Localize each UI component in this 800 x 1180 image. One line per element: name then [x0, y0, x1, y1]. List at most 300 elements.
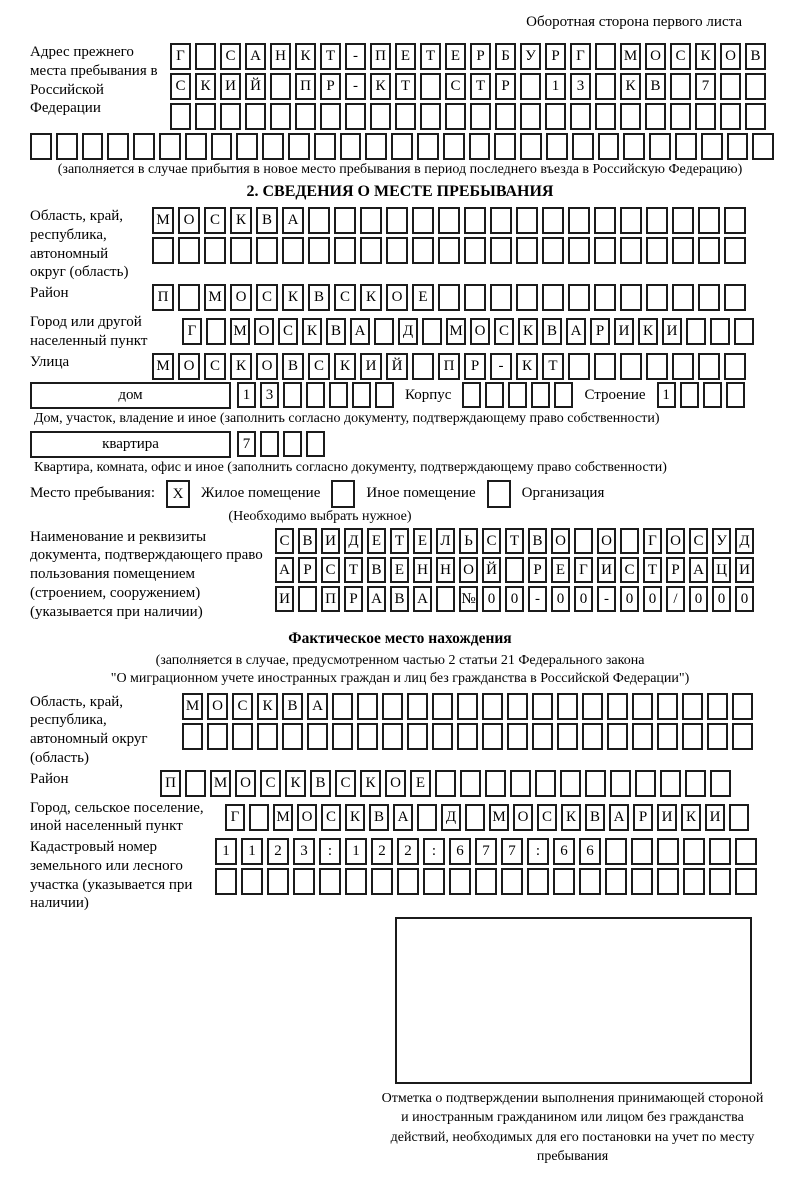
char-cell[interactable] [438, 237, 460, 264]
char-cell[interactable]: Т [344, 557, 363, 583]
prev-address-row-2[interactable] [170, 73, 766, 100]
char-cell[interactable] [82, 133, 104, 160]
char-cell[interactable]: П [295, 73, 316, 100]
char-cell[interactable] [332, 693, 353, 720]
char-cell[interactable]: Н [436, 557, 455, 583]
char-cell[interactable] [508, 382, 527, 408]
cadastral-row-2[interactable] [215, 868, 757, 895]
char-cell[interactable]: О [551, 528, 570, 554]
char-cell[interactable]: О [645, 43, 666, 70]
cadastral-row-1[interactable] [215, 838, 757, 865]
char-cell[interactable] [675, 133, 697, 160]
char-cell[interactable] [220, 103, 241, 130]
char-cell[interactable] [557, 723, 578, 750]
char-cell[interactable] [470, 103, 491, 130]
char-cell[interactable]: : [527, 838, 549, 865]
char-cell[interactable]: И [614, 318, 634, 345]
char-cell[interactable]: С [445, 73, 466, 100]
char-cell[interactable] [107, 133, 129, 160]
char-cell[interactable] [494, 133, 516, 160]
char-cell[interactable]: Е [410, 770, 431, 797]
char-cell[interactable]: 1 [237, 382, 256, 408]
char-cell[interactable] [386, 207, 408, 234]
char-cell[interactable] [507, 723, 528, 750]
char-cell[interactable] [710, 770, 731, 797]
char-cell[interactable]: А [689, 557, 708, 583]
char-cell[interactable]: 0 [712, 586, 731, 612]
char-cell[interactable]: Н [413, 557, 432, 583]
char-cell[interactable] [204, 237, 226, 264]
char-cell[interactable]: К [370, 73, 391, 100]
char-cell[interactable] [298, 586, 317, 612]
char-cell[interactable] [510, 770, 531, 797]
char-cell[interactable]: К [230, 353, 252, 380]
char-cell[interactable] [449, 868, 471, 895]
prev-address-row-3[interactable] [170, 103, 766, 130]
char-cell[interactable]: Н [270, 43, 291, 70]
char-cell[interactable]: О [386, 284, 408, 311]
char-cell[interactable] [352, 382, 371, 408]
char-cell[interactable]: С [204, 353, 226, 380]
char-cell[interactable] [703, 382, 722, 408]
char-cell[interactable] [30, 133, 52, 160]
char-cell[interactable] [698, 207, 720, 234]
char-cell[interactable] [507, 693, 528, 720]
char-cell[interactable]: В [390, 586, 409, 612]
char-cell[interactable]: О [178, 353, 200, 380]
char-cell[interactable]: Р [495, 73, 516, 100]
char-cell[interactable]: С [232, 693, 253, 720]
char-cell[interactable] [635, 770, 656, 797]
char-cell[interactable] [595, 43, 616, 70]
char-cell[interactable]: 7 [695, 73, 716, 100]
char-cell[interactable]: В [542, 318, 562, 345]
char-cell[interactable]: К [695, 43, 716, 70]
char-cell[interactable] [594, 284, 616, 311]
char-cell[interactable] [532, 693, 553, 720]
char-cell[interactable]: С [321, 557, 340, 583]
char-cell[interactable] [660, 770, 681, 797]
char-cell[interactable]: П [152, 284, 174, 311]
char-cell[interactable]: Е [390, 557, 409, 583]
char-cell[interactable]: У [520, 43, 541, 70]
char-cell[interactable] [557, 693, 578, 720]
char-cell[interactable]: А [367, 586, 386, 612]
char-cell[interactable]: 0 [482, 586, 501, 612]
char-cell[interactable]: О [597, 528, 616, 554]
char-cell[interactable]: В [528, 528, 547, 554]
char-cell[interactable]: 7 [475, 838, 497, 865]
char-cell[interactable] [407, 723, 428, 750]
char-cell[interactable]: О [513, 804, 533, 831]
char-cell[interactable]: Е [367, 528, 386, 554]
char-cell[interactable] [319, 868, 341, 895]
char-cell[interactable] [520, 73, 541, 100]
char-cell[interactable] [546, 133, 568, 160]
char-cell[interactable]: А [393, 804, 413, 831]
char-cell[interactable] [709, 868, 731, 895]
char-cell[interactable] [594, 207, 616, 234]
char-cell[interactable]: Р [298, 557, 317, 583]
char-cell[interactable] [495, 103, 516, 130]
char-cell[interactable]: 1 [545, 73, 566, 100]
char-cell[interactable]: О [235, 770, 256, 797]
char-cell[interactable] [432, 723, 453, 750]
char-cell[interactable]: С [335, 770, 356, 797]
char-cell[interactable]: Д [735, 528, 754, 554]
char-cell[interactable]: 6 [579, 838, 601, 865]
char-cell[interactable]: К [285, 770, 306, 797]
char-cell[interactable]: О [385, 770, 406, 797]
char-cell[interactable] [632, 693, 653, 720]
char-cell[interactable]: О [720, 43, 741, 70]
char-cell[interactable] [256, 237, 278, 264]
char-cell[interactable]: М [152, 353, 174, 380]
char-cell[interactable]: А [609, 804, 629, 831]
char-cell[interactable]: К [345, 804, 365, 831]
char-cell[interactable]: В [256, 207, 278, 234]
char-cell[interactable] [670, 73, 691, 100]
char-cell[interactable]: В [282, 693, 303, 720]
char-cell[interactable] [482, 723, 503, 750]
char-cell[interactable]: 2 [371, 838, 393, 865]
char-cell[interactable]: 7 [237, 431, 256, 457]
char-cell[interactable]: : [423, 838, 445, 865]
house-number-cells[interactable] [237, 382, 394, 408]
char-cell[interactable] [283, 382, 302, 408]
char-cell[interactable] [672, 207, 694, 234]
char-cell[interactable] [457, 723, 478, 750]
char-cell[interactable] [542, 207, 564, 234]
factual-district-row[interactable] [160, 770, 731, 797]
char-cell[interactable]: М [446, 318, 466, 345]
factual-city-row[interactable] [225, 804, 749, 831]
char-cell[interactable] [734, 318, 754, 345]
char-cell[interactable]: И [275, 586, 294, 612]
char-cell[interactable] [432, 693, 453, 720]
char-cell[interactable] [568, 237, 590, 264]
char-cell[interactable]: Т [420, 43, 441, 70]
char-cell[interactable] [532, 723, 553, 750]
char-cell[interactable]: К [620, 73, 641, 100]
char-cell[interactable]: К [195, 73, 216, 100]
document-row-2[interactable] [275, 557, 754, 583]
char-cell[interactable]: 3 [293, 838, 315, 865]
char-cell[interactable] [152, 237, 174, 264]
char-cell[interactable]: Г [182, 318, 202, 345]
city-row[interactable] [182, 318, 754, 345]
char-cell[interactable] [545, 103, 566, 130]
char-cell[interactable]: В [282, 353, 304, 380]
char-cell[interactable] [490, 237, 512, 264]
char-cell[interactable] [257, 723, 278, 750]
char-cell[interactable] [422, 318, 442, 345]
char-cell[interactable] [632, 723, 653, 750]
char-cell[interactable]: 0 [574, 586, 593, 612]
char-cell[interactable] [568, 207, 590, 234]
char-cell[interactable] [735, 838, 757, 865]
char-cell[interactable]: В [367, 557, 386, 583]
char-cell[interactable] [574, 528, 593, 554]
char-cell[interactable] [527, 868, 549, 895]
char-cell[interactable]: 6 [449, 838, 471, 865]
char-cell[interactable] [729, 804, 749, 831]
char-cell[interactable]: В [308, 284, 330, 311]
char-cell[interactable]: Г [643, 528, 662, 554]
street-row[interactable] [152, 353, 746, 380]
prev-address-row-4[interactable] [30, 133, 770, 160]
char-cell[interactable] [710, 318, 730, 345]
char-cell[interactable] [262, 133, 284, 160]
char-cell[interactable] [745, 73, 766, 100]
char-cell[interactable]: С [275, 528, 294, 554]
char-cell[interactable]: № [459, 586, 478, 612]
char-cell[interactable]: В [645, 73, 666, 100]
char-cell[interactable]: Р [666, 557, 685, 583]
char-cell[interactable] [334, 237, 356, 264]
char-cell[interactable]: Е [445, 43, 466, 70]
char-cell[interactable]: Р [590, 318, 610, 345]
char-cell[interactable]: В [585, 804, 605, 831]
char-cell[interactable] [732, 723, 753, 750]
char-cell[interactable] [542, 237, 564, 264]
char-cell[interactable] [726, 382, 745, 408]
char-cell[interactable] [386, 237, 408, 264]
char-cell[interactable]: Д [398, 318, 418, 345]
char-cell[interactable] [685, 770, 706, 797]
char-cell[interactable] [482, 693, 503, 720]
char-cell[interactable]: С [278, 318, 298, 345]
char-cell[interactable] [282, 723, 303, 750]
char-cell[interactable] [245, 103, 266, 130]
char-cell[interactable] [306, 382, 325, 408]
char-cell[interactable]: К [360, 770, 381, 797]
char-cell[interactable] [672, 237, 694, 264]
korpus-cells[interactable] [462, 382, 573, 408]
checkbox-organization[interactable] [487, 480, 511, 508]
char-cell[interactable]: О [666, 528, 685, 554]
char-cell[interactable] [185, 133, 207, 160]
char-cell[interactable]: Т [643, 557, 662, 583]
char-cell[interactable]: 7 [501, 838, 523, 865]
char-cell[interactable]: 0 [551, 586, 570, 612]
char-cell[interactable] [582, 693, 603, 720]
char-cell[interactable] [724, 353, 746, 380]
char-cell[interactable] [464, 237, 486, 264]
char-cell[interactable] [475, 868, 497, 895]
char-cell[interactable] [308, 237, 330, 264]
char-cell[interactable] [460, 770, 481, 797]
char-cell[interactable]: К [518, 318, 538, 345]
char-cell[interactable]: С [220, 43, 241, 70]
char-cell[interactable] [631, 868, 653, 895]
char-cell[interactable]: 6 [553, 838, 575, 865]
char-cell[interactable]: 0 [643, 586, 662, 612]
district-row[interactable] [152, 284, 746, 311]
char-cell[interactable]: 1 [215, 838, 237, 865]
char-cell[interactable] [360, 207, 382, 234]
char-cell[interactable] [505, 557, 524, 583]
char-cell[interactable]: М [152, 207, 174, 234]
char-cell[interactable] [490, 284, 512, 311]
char-cell[interactable] [682, 723, 703, 750]
char-cell[interactable] [420, 73, 441, 100]
checkbox-other-premises[interactable] [331, 480, 355, 508]
char-cell[interactable] [582, 723, 603, 750]
char-cell[interactable]: Т [542, 353, 564, 380]
char-cell[interactable] [332, 723, 353, 750]
char-cell[interactable] [568, 353, 590, 380]
char-cell[interactable]: К [295, 43, 316, 70]
char-cell[interactable] [420, 103, 441, 130]
char-cell[interactable]: М [182, 693, 203, 720]
char-cell[interactable] [270, 73, 291, 100]
char-cell[interactable]: 1 [345, 838, 367, 865]
char-cell[interactable]: Т [505, 528, 524, 554]
char-cell[interactable]: К [360, 284, 382, 311]
char-cell[interactable] [620, 237, 642, 264]
char-cell[interactable]: Ь [459, 528, 478, 554]
char-cell[interactable] [306, 431, 325, 457]
char-cell[interactable]: Г [225, 804, 245, 831]
char-cell[interactable] [178, 284, 200, 311]
char-cell[interactable]: М [273, 804, 293, 831]
char-cell[interactable] [610, 770, 631, 797]
char-cell[interactable] [241, 868, 263, 895]
char-cell[interactable]: Г [570, 43, 591, 70]
char-cell[interactable] [620, 103, 641, 130]
char-cell[interactable]: - [528, 586, 547, 612]
char-cell[interactable] [397, 868, 419, 895]
char-cell[interactable] [554, 382, 573, 408]
char-cell[interactable] [709, 838, 731, 865]
char-cell[interactable] [490, 207, 512, 234]
char-cell[interactable] [464, 207, 486, 234]
char-cell[interactable]: 0 [505, 586, 524, 612]
document-row-1[interactable] [275, 528, 754, 554]
char-cell[interactable] [594, 353, 616, 380]
char-cell[interactable] [375, 382, 394, 408]
char-cell[interactable] [727, 133, 749, 160]
char-cell[interactable] [283, 431, 302, 457]
char-cell[interactable] [435, 770, 456, 797]
char-cell[interactable] [295, 103, 316, 130]
char-cell[interactable] [698, 237, 720, 264]
char-cell[interactable] [520, 103, 541, 130]
char-cell[interactable] [308, 207, 330, 234]
char-cell[interactable]: Е [412, 284, 434, 311]
char-cell[interactable] [595, 103, 616, 130]
char-cell[interactable]: М [210, 770, 231, 797]
char-cell[interactable] [553, 868, 575, 895]
char-cell[interactable]: Р [320, 73, 341, 100]
char-cell[interactable]: К [282, 284, 304, 311]
char-cell[interactable] [657, 723, 678, 750]
char-cell[interactable] [215, 868, 237, 895]
char-cell[interactable] [501, 868, 523, 895]
char-cell[interactable]: О [459, 557, 478, 583]
char-cell[interactable]: В [326, 318, 346, 345]
char-cell[interactable]: Й [482, 557, 501, 583]
char-cell[interactable]: 0 [620, 586, 639, 612]
char-cell[interactable]: А [282, 207, 304, 234]
char-cell[interactable]: И [657, 804, 677, 831]
char-cell[interactable] [382, 693, 403, 720]
char-cell[interactable]: Д [344, 528, 363, 554]
char-cell[interactable] [724, 207, 746, 234]
char-cell[interactable] [646, 237, 668, 264]
char-cell[interactable]: А [566, 318, 586, 345]
char-cell[interactable]: В [369, 804, 389, 831]
char-cell[interactable]: Й [245, 73, 266, 100]
char-cell[interactable]: П [370, 43, 391, 70]
char-cell[interactable]: К [302, 318, 322, 345]
char-cell[interactable] [464, 284, 486, 311]
char-cell[interactable]: С [670, 43, 691, 70]
char-cell[interactable]: В [745, 43, 766, 70]
char-cell[interactable]: - [490, 353, 512, 380]
char-cell[interactable] [56, 133, 78, 160]
char-cell[interactable]: / [666, 586, 685, 612]
char-cell[interactable] [443, 133, 465, 160]
char-cell[interactable]: П [160, 770, 181, 797]
char-cell[interactable] [365, 133, 387, 160]
char-cell[interactable] [185, 770, 206, 797]
char-cell[interactable] [649, 133, 671, 160]
char-cell[interactable] [735, 868, 757, 895]
char-cell[interactable]: Е [551, 557, 570, 583]
char-cell[interactable]: Г [170, 43, 191, 70]
char-cell[interactable] [585, 770, 606, 797]
char-cell[interactable] [646, 353, 668, 380]
char-cell[interactable]: О [297, 804, 317, 831]
char-cell[interactable] [620, 284, 642, 311]
char-cell[interactable] [682, 693, 703, 720]
char-cell[interactable] [178, 237, 200, 264]
char-cell[interactable]: К [257, 693, 278, 720]
char-cell[interactable] [267, 868, 289, 895]
char-cell[interactable] [357, 723, 378, 750]
char-cell[interactable]: С [537, 804, 557, 831]
char-cell[interactable] [445, 103, 466, 130]
char-cell[interactable] [724, 237, 746, 264]
char-cell[interactable]: М [204, 284, 226, 311]
char-cell[interactable]: М [489, 804, 509, 831]
char-cell[interactable]: О [178, 207, 200, 234]
char-cell[interactable] [360, 237, 382, 264]
char-cell[interactable] [236, 133, 258, 160]
char-cell[interactable] [535, 770, 556, 797]
checkbox-residential[interactable]: X [166, 480, 190, 508]
char-cell[interactable]: Р [528, 557, 547, 583]
document-row-3[interactable] [275, 586, 754, 612]
char-cell[interactable]: - [345, 43, 366, 70]
char-cell[interactable]: 1 [657, 382, 676, 408]
char-cell[interactable] [407, 693, 428, 720]
char-cell[interactable] [345, 103, 366, 130]
char-cell[interactable]: Л [436, 528, 455, 554]
char-cell[interactable] [170, 103, 191, 130]
char-cell[interactable]: С [482, 528, 501, 554]
char-cell[interactable] [133, 133, 155, 160]
char-cell[interactable] [531, 382, 550, 408]
char-cell[interactable] [370, 103, 391, 130]
char-cell[interactable] [320, 103, 341, 130]
char-cell[interactable]: И [705, 804, 725, 831]
char-cell[interactable] [516, 207, 538, 234]
char-cell[interactable] [594, 237, 616, 264]
char-cell[interactable] [307, 723, 328, 750]
